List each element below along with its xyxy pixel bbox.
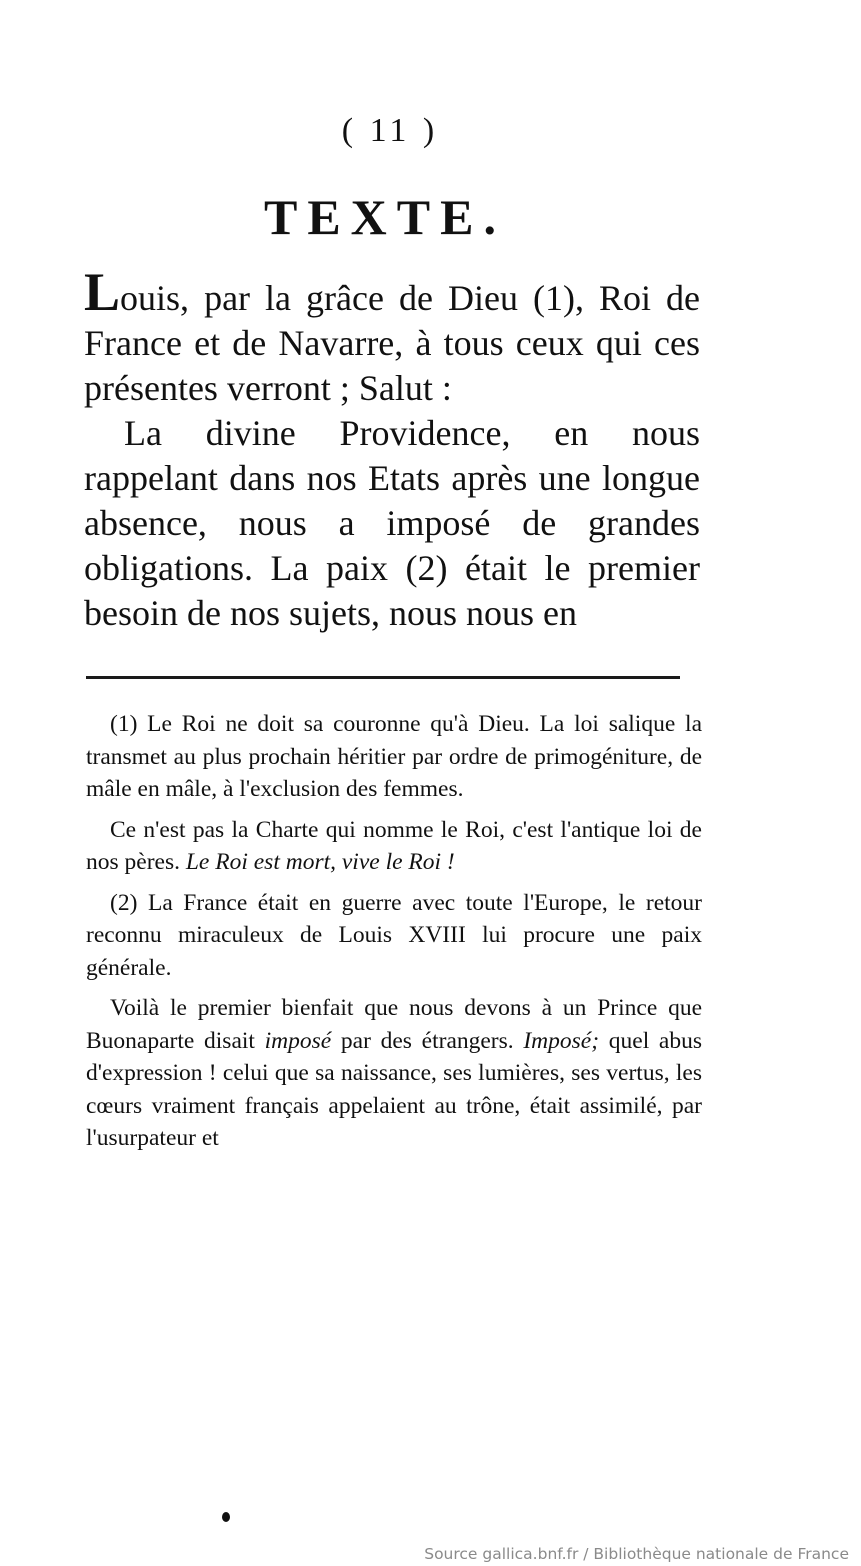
- footnote-2-text-b: par des étrangers.: [340, 1027, 514, 1054]
- page-number: ( 11 ): [341, 112, 439, 149]
- footnotes: [86, 708, 702, 1163]
- ink-speck: [222, 1512, 230, 1522]
- footnote-1-italic-quote: Le Roi est mort, vive le Roi !: [185, 849, 455, 875]
- source-attribution: Source gallica.bnf.fr / Bibliothèque nationale de France: [420, 1544, 853, 1564]
- drop-initial: L: [84, 262, 121, 322]
- footnote-2-italic-b: Imposé;: [523, 1027, 600, 1054]
- footnote-2-continuation: [86, 992, 702, 1155]
- footnote-1-continuation-text: Ce n'est pas la Charte qui nomme le Roi, c'est l'antique loi de nos pères.: [86, 816, 702, 875]
- main-text: [84, 262, 700, 636]
- paragraph-providence: La divine Providence, en nous rappelant dans nos Etats après une longue absence, nous a imposé de grandes obligations. La paix (2) était le premier besoin de nos sujets, nous nous en: [84, 413, 700, 633]
- paragraph-opening: [84, 262, 700, 411]
- footnote-2: (2) La France était en guerre avec toute l'Europe, le retour reconnu miraculeux de Louis XVIII lui procure une paix générale.: [86, 889, 702, 981]
- footnote-1-continuation: [86, 814, 702, 879]
- footnote-2-text-a: Voilà le premier bienfait que nous devons à un Prince que Buonaparte disait: [86, 995, 702, 1054]
- footnote-rule: [86, 676, 680, 679]
- footnote-2-italic-a: imposé: [264, 1027, 332, 1054]
- paragraph-opening-text: ouis, par la grâce de Dieu (1), Roi de France et de Navarre, à tous ceux qui ces présentes verront ; Salut :: [84, 278, 700, 408]
- footnote-1: (1) Le Roi ne doit sa couronne qu'à Dieu. La loi salique la transmet au plus prochain héritier par ordre de primogéniture, de mâle en mâle, à l'exclusion des femmes.: [86, 711, 702, 802]
- page-title: TEXTE.: [263, 189, 506, 245]
- footnote-2-text-c: quel abus d'expression ! celui que sa naissance, ses lumières, ses vertus, les cœurs vraiment français appelaient au trône, était assimilé, par l'usurpateur et: [86, 1027, 703, 1151]
